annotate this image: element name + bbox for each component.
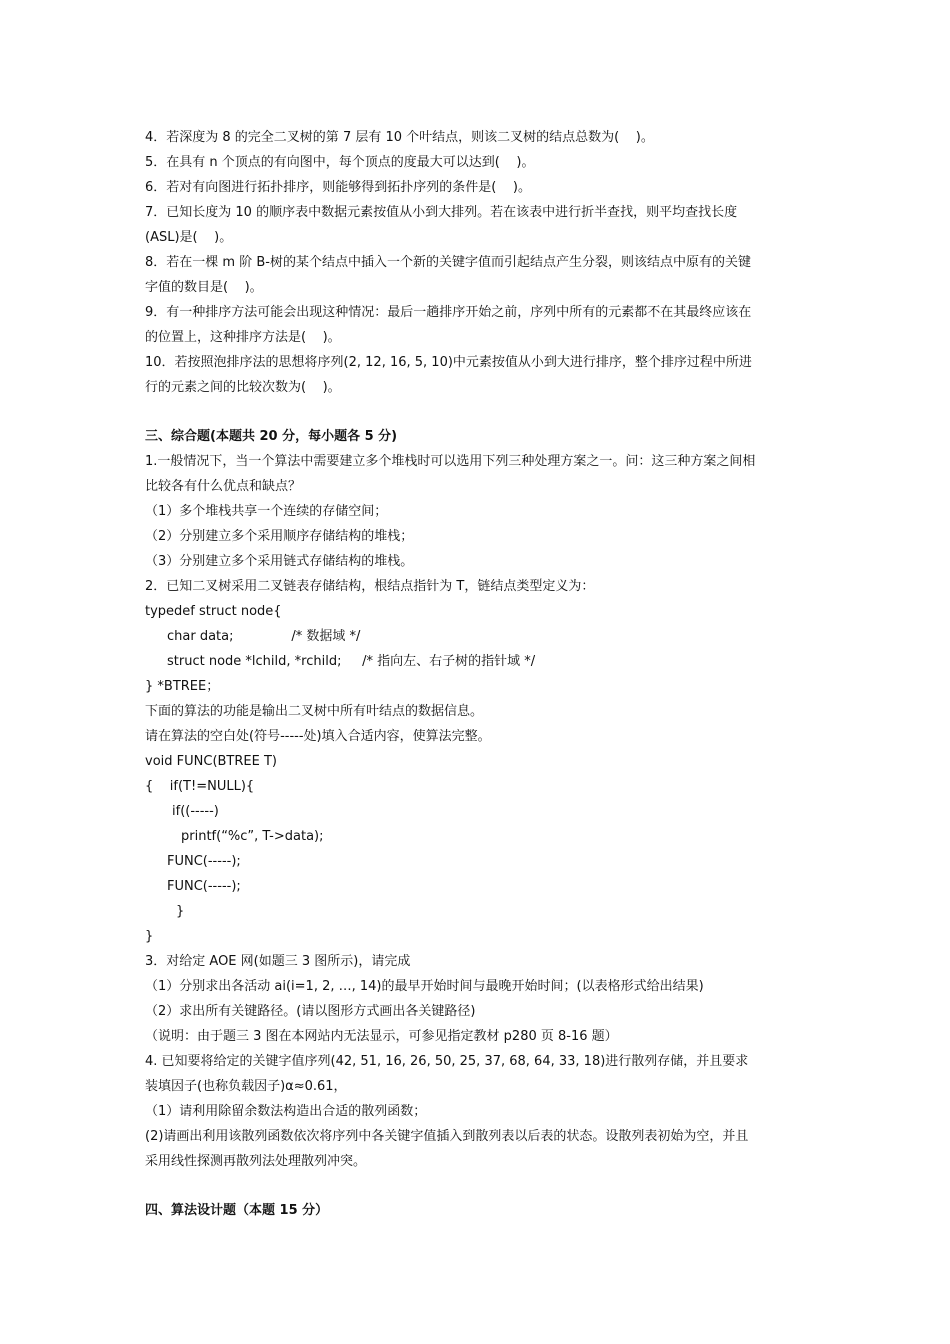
code-data-field: char data; /* 数据域 */ [167, 629, 361, 644]
p3-question-3-option-2: （2）求出所有关键路径。(请以图形方式画出各关键路径) [145, 1004, 476, 1019]
p3-question-2-desc-2: 请在算法的空白处(符号-----处)填入合适内容，使算法完整。 [145, 729, 491, 744]
p3-question-1-line-1: 1.一般情况下，当一个算法中需要建立多个堆栈时可以选用下列三种处理方案之一。问：这三种方案之间相 [145, 454, 756, 469]
code-typedef-line: typedef struct node{ [145, 604, 282, 619]
document-body [145, 125, 813, 1223]
section-spacer [145, 400, 813, 424]
question-10-line-2: 行的元素之间的比较次数为( )。 [145, 380, 341, 395]
p3-question-4-option-1: （1）请利用除留余数法构造出合适的散列函数； [145, 1104, 427, 1119]
p3-question-4-option-2-cont: 采用线性探测再散列法处理散列冲突。 [145, 1154, 367, 1169]
code-function-signature: void FUNC(BTREE T) [145, 754, 277, 769]
section-4-heading: 四、算法设计题（本题 15 分） [145, 1203, 329, 1218]
question-10-line-1: 10．若按照泡排序法的思想将序列(2, 12, 16, 5, 10)中元素按值从小到大进行排序，整个排序过程中所进 [145, 355, 752, 370]
p3-question-4-option-2: (2)请画出利用该散列函数依次将序列中各关键字值插入到散列表以后表的状态。设散列表初始为空，并且 [145, 1129, 749, 1144]
p3-question-1-option-3: （3）分别建立多个采用链式存储结构的堆栈。 [145, 554, 414, 569]
code-recursive-call-1: FUNC(-----); [167, 854, 241, 869]
code-recursive-call-2: FUNC(-----); [167, 879, 241, 894]
p3-question-4-line-2: 装填因子(也称负载因子)α≈0.61， [145, 1079, 347, 1094]
section-3-heading: 三、综合题(本题共 20 分，每小题各 5 分) [145, 429, 398, 444]
question-7-line-1: 7．已知长度为 10 的顺序表中数据元素按值从小到大排列。若在该表中进行折半查找，则平均查找长度 [145, 205, 738, 220]
p3-question-2-desc-1: 下面的算法的功能是输出二叉树中所有叶结点的数据信息。 [145, 704, 484, 719]
question-9-line-1: 9．有一种排序方法可能会出现这种情况：最后一趟排序开始之前，序列中所有的元素都不在其最终应该在 [145, 305, 752, 320]
section-spacer [145, 1174, 813, 1198]
question-6: 6．若对有向图进行拓扑排序，则能够得到拓扑序列的条件是( )。 [145, 180, 531, 195]
code-children-field: struct node *lchild, *rchild; /* 指向左、右子树的指针域 */ [167, 654, 536, 669]
code-typedef-end: } *BTREE； [145, 679, 220, 694]
code-inner-if: if((-----) [172, 804, 219, 819]
p3-question-4-line-1: 4. 已知要将给定的关键字值序列(42, 51, 16, 26, 50, 25, 37, 68, 64, 33, 18)进行散列存储，并且要求 [145, 1054, 749, 1069]
code-printf: printf(“%c”, T->data); [181, 829, 324, 844]
p3-question-1-line-2: 比较各有什么优点和缺点？ [145, 479, 302, 494]
question-7-line-2: (ASL)是( )。 [145, 230, 233, 245]
p3-question-3-note: （说明：由于题三 3 图在本网站内无法显示，可参见指定教材 p280 页 8-16 题） [145, 1029, 618, 1044]
question-4: 4．若深度为 8 的完全二叉树的第 7 层有 10 个叶结点，则该二叉树的结点总数为( )。 [145, 130, 654, 145]
question-5: 5．在具有 n 个顶点的有向图中，每个顶点的度最大可以达到( )。 [145, 155, 535, 170]
question-8-line-1: 8．若在一棵 m 阶 B-树的某个结点中插入一个新的关键字值而引起结点产生分裂，则该结点中原有的关键 [145, 255, 751, 270]
code-inner-close-brace: } [176, 904, 185, 919]
p3-question-1-option-2: （2）分别建立多个采用顺序存储结构的堆栈； [145, 529, 414, 544]
p3-question-3-option-1: （1）分别求出各活动 ai(i=1, 2, …, 14)的最早开始时间与最晚开始时间；(以表格形式给出结果) [145, 979, 704, 994]
p3-question-2-line-1: 2．已知二叉树采用二叉链表存储结构，根结点指针为 T，链结点类型定义为： [145, 579, 595, 594]
question-8-line-2: 字值的数目是( )。 [145, 280, 263, 295]
p3-question-1-option-1: （1）多个堆栈共享一个连续的存储空间； [145, 504, 388, 519]
code-function-if: { if(T!=NULL){ [145, 779, 255, 794]
code-close-brace: } [145, 929, 154, 944]
p3-question-3-line-1: 3．对给定 AOE 网(如题三 3 图所示)，请完成 [145, 954, 411, 969]
question-9-line-2: 的位置上，这种排序方法是( )。 [145, 330, 341, 345]
